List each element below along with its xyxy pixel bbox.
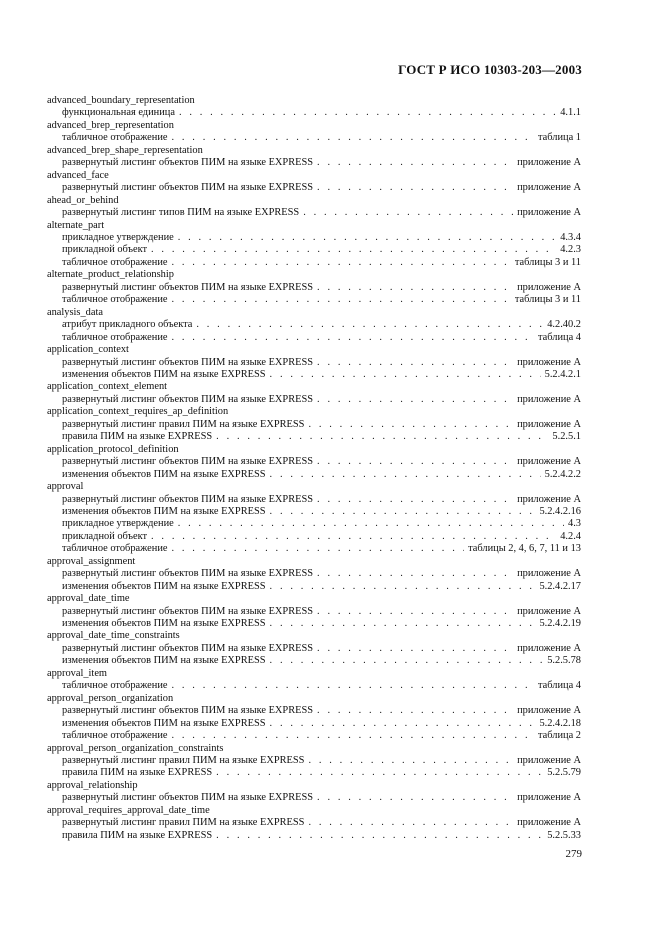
index-entry [62,357,581,369]
index-entry-reference: таблицы 3 и 11 [514,294,581,306]
index-entry-reference: таблицы 2, 4, 6, 7, 11 и 13 [468,543,581,555]
index-entry-reference: приложение А [517,642,581,654]
dot-leader [270,369,541,381]
index-entry-reference: приложение А [517,456,581,468]
index-entry-label: табличное отображение [62,331,168,343]
index-entry [62,568,581,580]
index-entry-reference: 4.2.3 [560,244,581,256]
index-entry [62,232,581,244]
dot-leader [317,705,513,717]
dot-leader [308,419,513,431]
index-entry-reference: приложение А [517,207,581,219]
index-term: approval [47,481,84,493]
index-entry-label: прикладной объект [62,244,148,256]
dot-leader [196,319,543,331]
index-entry-reference: 4.2.40.2 [547,319,581,331]
index-entry [62,182,581,194]
index-entry-label: изменения объектов ПИМ на языке EXPRESS [62,505,266,517]
dot-leader [317,157,513,169]
dot-leader [172,543,465,555]
index-term: approval_person_organization_constraints [47,742,224,754]
index-entry-reference: 5.2.5.78 [547,655,581,667]
index-entry-reference: приложение А [517,705,581,717]
dot-leader [270,618,536,630]
subject-index [47,95,581,842]
dot-leader [172,680,534,692]
index-entry-reference: приложение А [517,356,581,368]
index-entry [62,506,581,518]
index-entry-label: атрибут прикладного объекта [62,319,193,331]
index-entry [62,606,581,618]
index-entry-reference: приложение А [517,157,581,169]
dot-leader [179,107,556,119]
index-entry-label: изменения объектов ПИМ на языке EXPRESS [62,468,266,480]
index-entry-label: развернутый листинг объектов ПИМ на языке EXPRESS [62,182,314,194]
dot-leader [270,581,536,593]
index-entry-label: развернутый листинг правил ПИМ на языке EXPRESS [62,817,305,829]
dot-leader [151,531,556,543]
dot-leader [317,357,513,369]
index-entry [62,319,581,331]
index-entry-reference: приложение А [517,493,581,505]
index-entry [62,755,581,767]
index-entry-label: табличное отображение [62,730,168,742]
index-entry-label: табличное отображение [62,680,168,692]
dot-leader [317,182,513,194]
index-entry-label: изменения объектов ПИМ на языке EXPRESS [62,368,266,380]
index-entry [62,294,581,306]
index-entry-reference: приложение А [517,568,581,580]
dot-leader [317,643,513,655]
dot-leader [270,718,536,730]
index-term: approval_date_time [47,593,130,605]
dot-leader [317,282,513,294]
index-entry-reference: приложение А [517,605,581,617]
index-entry-reference: 5.2.5.1 [552,431,581,443]
index-entry [62,581,581,593]
index-entry-reference: 5.2.4.2.17 [539,580,581,592]
index-term: approval_relationship [47,779,138,791]
dot-leader [317,606,513,618]
index-term: advanced_brep_shape_representation [47,144,203,156]
index-entry-label: развернутый листинг объектов ПИМ на языке EXPRESS [62,393,314,405]
index-entry [62,792,581,804]
index-entry-reference: 4.3.4 [560,231,581,243]
index-entry-reference: приложение А [517,817,581,829]
dot-leader [178,518,564,530]
dot-leader [216,431,548,443]
dot-leader [308,755,513,767]
index-entry-label: изменения объектов ПИМ на языке EXPRESS [62,618,266,630]
dot-leader [151,244,556,256]
index-entry [62,332,581,344]
index-entry-reference: приложение А [517,281,581,293]
index-entry [62,369,581,381]
dot-leader [216,767,543,779]
dot-leader [216,830,543,842]
dot-leader [172,132,534,144]
index-entry [62,618,581,630]
dot-leader [317,792,513,804]
index-entry [62,107,581,119]
index-entry-label: табличное отображение [62,543,168,555]
index-entry-reference: 5.2.5.79 [547,767,581,779]
index-entry-label: правила ПИМ на языке EXPRESS [62,829,213,841]
dot-leader [317,494,513,506]
dot-leader [270,655,544,667]
index-term: alternate_product_relationship [47,269,174,281]
index-entry [62,643,581,655]
index-entry [62,680,581,692]
index-entry [62,419,581,431]
index-entry-label: развернутый листинг объектов ПИМ на языке EXPRESS [62,642,314,654]
index-entry-label: изменения объектов ПИМ на языке EXPRESS [62,580,266,592]
index-entry [62,543,581,555]
index-term: advanced_boundary_representation [47,95,195,106]
index-entry-reference: приложение А [517,182,581,194]
index-term: approval_assignment [47,555,136,567]
index-term: ahead_or_behind [47,194,119,206]
index-entry [62,456,581,468]
index-entry-label: прикладное утверждение [62,231,174,243]
index-entry [62,531,581,543]
index-entry [62,767,581,779]
index-term: approval_requires_approval_date_time [47,804,210,816]
index-entry [62,830,581,842]
index-entry-reference: таблица 1 [537,132,581,144]
index-entry-label: табличное отображение [62,256,168,268]
index-entry-label: развернутый листинг типов ПИМ на языке EXPRESS [62,207,300,219]
index-entry-reference: 5.2.4.2.19 [539,618,581,630]
index-entry-label: развернутый листинг объектов ПИМ на языке EXPRESS [62,568,314,580]
index-entry [62,705,581,717]
dot-leader [172,730,534,742]
index-entry [62,244,581,256]
index-entry-reference: 5.2.4.2.18 [539,717,581,729]
index-term: alternate_part [47,219,105,231]
index-entry-reference: таблицы 3 и 11 [514,256,581,268]
dot-leader [308,817,513,829]
index-entry [62,394,581,406]
page-header-title: ГОСТ Р ИСО 10303-203—2003 [398,62,582,77]
index-term: application_context [47,344,129,356]
index-entry-reference: 4.1.1 [560,107,581,119]
index-entry [62,157,581,169]
index-entry-reference: таблица 4 [537,331,581,343]
index-entry-reference: 5.2.4.2.2 [544,468,581,480]
index-entry-reference: приложение А [517,418,581,430]
index-term: application_context_element [47,381,168,393]
index-entry-label: развернутый листинг правил ПИМ на языке EXPRESS [62,418,305,430]
index-entry-reference: 5.2.5.33 [547,829,581,841]
index-entry [62,282,581,294]
index-term: application_context_requires_ap_definition [47,406,229,418]
index-term: advanced_face [47,169,109,181]
index-entry-reference: таблица 2 [537,730,581,742]
index-entry [62,730,581,742]
index-entry-label: развернутый листинг объектов ПИМ на языке EXPRESS [62,493,314,505]
dot-leader [172,257,511,269]
dot-leader [317,568,513,580]
index-entry-label: развернутый листинг объектов ПИМ на языке EXPRESS [62,605,314,617]
index-term: approval_date_time_constraints [47,630,180,642]
index-entry-label: развернутый листинг правил ПИМ на языке EXPRESS [62,755,305,767]
index-entry-label: изменения объектов ПИМ на языке EXPRESS [62,717,266,729]
index-entry-label: развернутый листинг объектов ПИМ на языке EXPRESS [62,705,314,717]
index-entry-label: развернутый листинг объектов ПИМ на языке EXPRESS [62,281,314,293]
index-entry-label: правила ПИМ на языке EXPRESS [62,431,213,443]
index-entry [62,518,581,530]
index-entry-label: развернутый листинг объектов ПИМ на языке EXPRESS [62,456,314,468]
index-entry-label: развернутый листинг объектов ПИМ на языке EXPRESS [62,356,314,368]
index-entry [62,469,581,481]
dot-leader [270,469,541,481]
dot-leader [172,332,534,344]
index-entry-label: прикладное утверждение [62,518,174,530]
index-entry-reference: приложение А [517,393,581,405]
index-entry [62,718,581,730]
index-entry-label: функциональная единица [62,107,175,119]
index-entry-label: правила ПИМ на языке EXPRESS [62,767,213,779]
dot-leader [178,232,556,244]
index-entry-label: прикладной объект [62,530,148,542]
index-entry-reference: 4.3 [568,518,581,530]
index-entry-reference: приложение А [517,755,581,767]
index-entry-label: табличное отображение [62,294,168,306]
dot-leader [172,294,511,306]
index-entry-label: развернутый листинг объектов ПИМ на языке EXPRESS [62,792,314,804]
index-entry-reference: таблица 4 [537,680,581,692]
index-term: advanced_brep_representation [47,119,174,131]
dot-leader [317,456,513,468]
index-entry-reference: 5.2.4.2.1 [544,368,581,380]
index-entry-label: табличное отображение [62,132,168,144]
index-entry-reference: приложение А [517,792,581,804]
index-entry-reference: 4.2.4 [560,530,581,542]
dot-leader [303,207,513,219]
index-entry [62,655,581,667]
index-entry [62,431,581,443]
index-entry-label: развернутый листинг объектов ПИМ на языке EXPRESS [62,157,314,169]
index-entry [62,132,581,144]
index-entry [62,817,581,829]
index-entry-reference: 5.2.4.2.16 [539,505,581,517]
dot-leader [270,506,536,518]
index-entry [62,494,581,506]
dot-leader [317,394,513,406]
index-entry [62,207,581,219]
index-term: approval_person_organization [47,692,174,704]
index-entry [62,257,581,269]
index-term: application_protocol_definition [47,443,179,455]
index-entry-label: изменения объектов ПИМ на языке EXPRESS [62,655,266,667]
index-term: approval_item [47,667,108,679]
index-term: analysis_data [47,306,103,318]
page-number: 279 [565,848,582,860]
